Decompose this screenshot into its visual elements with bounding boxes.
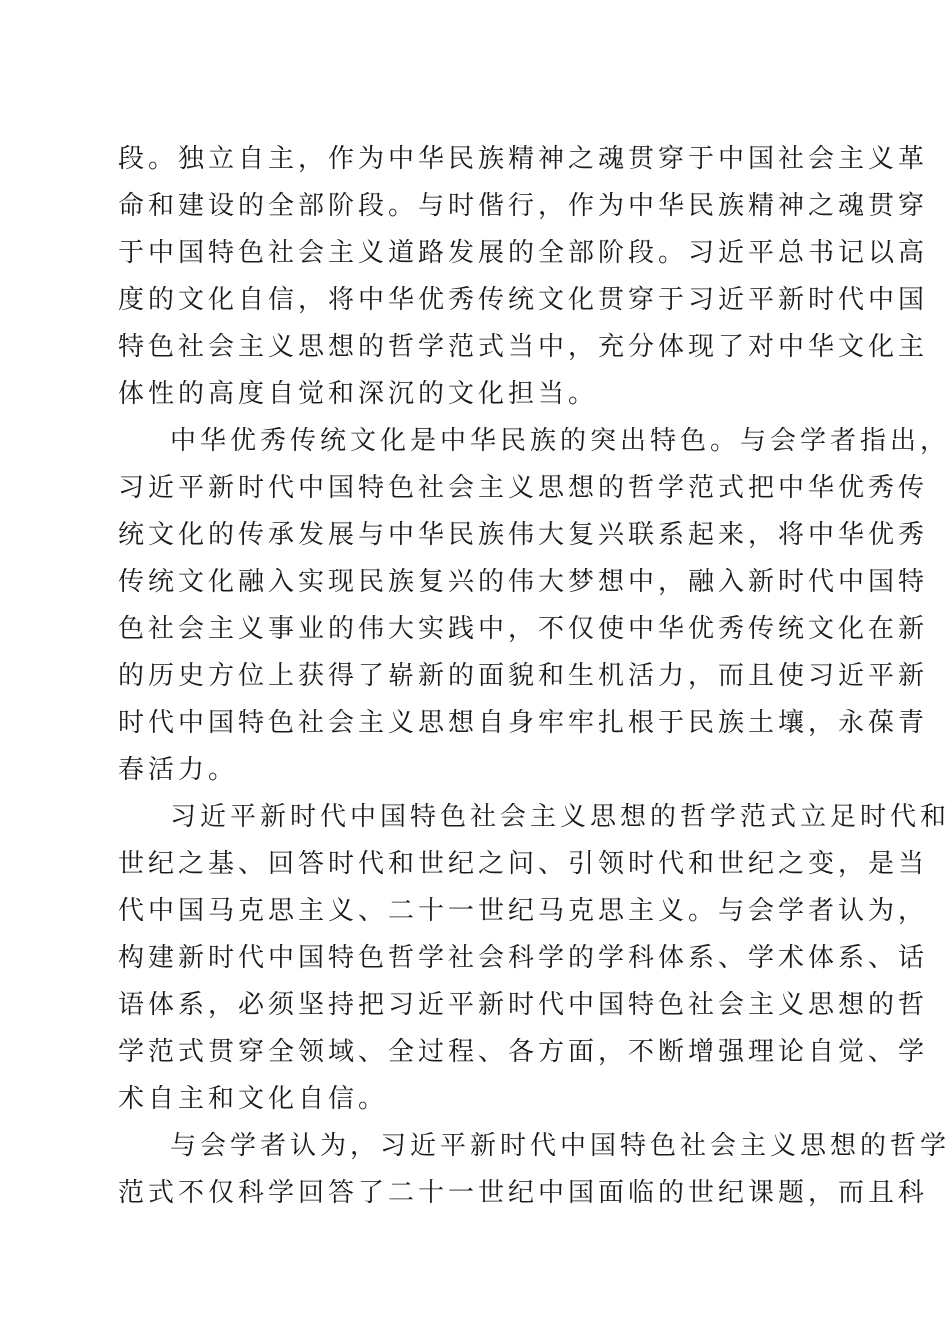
text-line: 构建新时代中国特色哲学社会科学的学科体系、学术体系、话 [118, 943, 929, 973]
text-line: 代中国马克思主义、二十一世纪马克思主义。与会学者认为， [118, 896, 929, 926]
text-line: 的历史方位上获得了崭新的面貌和生机活力，而且使习近平新 [118, 661, 929, 691]
paragraph-1 [118, 136, 929, 418]
text-line: 时代中国特色社会主义思想自身牢牢扎根于民族土壤，永葆青 [118, 708, 929, 738]
text-line: 色社会主义事业的伟大实践中，不仅使中华优秀传统文化在新 [118, 614, 929, 644]
text-line: 学范式贯穿全领域、全过程、各方面，不断增强理论自觉、学 [118, 1037, 929, 1067]
text-line: 世纪之基、回答时代和世纪之问、引领时代和世纪之变，是当 [118, 849, 929, 879]
document-body [118, 136, 950, 1217]
text-line: 段。独立自主，作为中华民族精神之魂贯穿于中国社会主义革 [118, 144, 929, 174]
text-line: 与会学者认为，习近平新时代中国特色社会主义思想的哲学 [170, 1131, 950, 1161]
text-line: 术自主和文化自信。 [118, 1084, 389, 1114]
text-line: 传统文化融入实现民族复兴的伟大梦想中，融入新时代中国特 [118, 567, 929, 597]
text-line: 习近平新时代中国特色社会主义思想的哲学范式把中华优秀传 [118, 473, 929, 503]
text-line: 于中国特色社会主义道路发展的全部阶段。习近平总书记以高 [118, 238, 929, 268]
text-line: 体性的高度自觉和深沉的文化担当。 [118, 379, 599, 409]
text-line: 习近平新时代中国特色社会主义思想的哲学范式立足时代和 [170, 802, 950, 832]
text-line: 统文化的传承发展与中华民族伟大复兴联系起来，将中华优秀 [118, 520, 929, 550]
text-line: 度的文化自信，将中华优秀传统文化贯穿于习近平新时代中国 [118, 285, 929, 315]
text-line: 中华优秀传统文化是中华民族的突出特色。与会学者指出， [170, 426, 950, 456]
paragraph-3 [118, 794, 950, 1123]
text-line: 语体系，必须坚持把习近平新时代中国特色社会主义思想的哲 [118, 990, 929, 1020]
paragraph-2 [118, 418, 950, 794]
text-line: 范式不仅科学回答了二十一世纪中国面临的世纪课题，而且科 [118, 1178, 929, 1208]
text-line: 命和建设的全部阶段。与时偕行，作为中华民族精神之魂贯穿 [118, 191, 929, 221]
text-line: 春活力。 [118, 755, 239, 785]
paragraph-4 [118, 1123, 950, 1217]
text-line: 特色社会主义思想的哲学范式当中，充分体现了对中华文化主 [118, 332, 929, 362]
